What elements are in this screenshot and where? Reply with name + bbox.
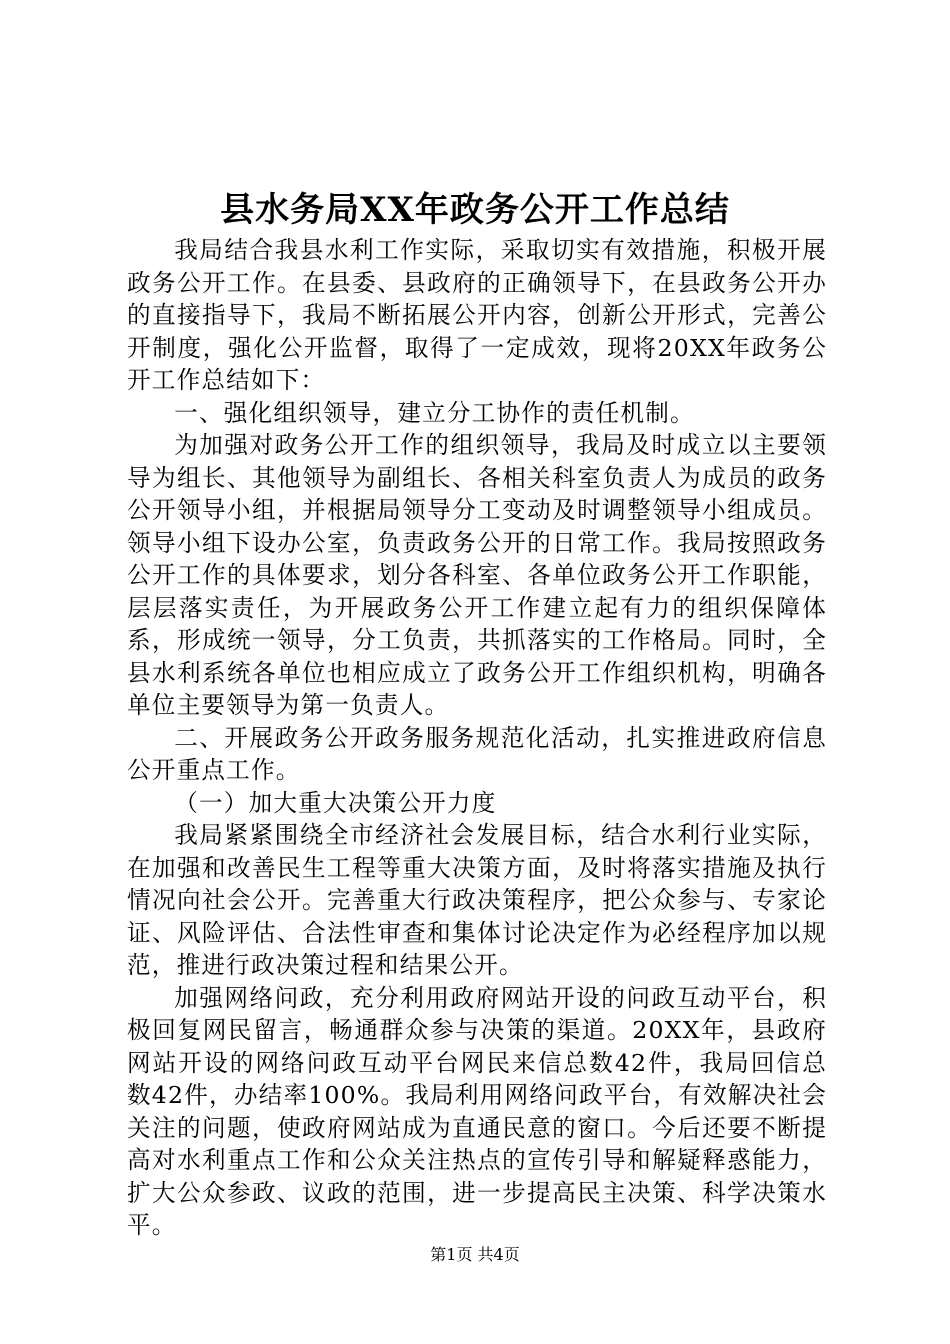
subsection-heading-1: （一）加大重大决策公开力度 (174, 788, 497, 817)
document-title: 县水务局XX年政务公开工作总结 (220, 190, 730, 230)
network-inquiry-paragraph: 加强网络问政，充分利用政府网站开设的问政互动平台，积极回复网民留言，畅通群众参与决策的渠道。20XX年，县政府网站开设的网络问政互动平台网民来信总数42件，我局回信总数42件，办结率100%。我局利用网络问政平台，有效解决社会关注的问题，使政府网站成为直通民意的窗口。今后还要不断提高对水利重点工作和公众关注热点的宣传引导和解疑释惑能力，扩大公众参政、议政的范围，进一步提高民主决策、科学决策水平。 (127, 983, 827, 1239)
section-heading-1: 一、强化组织领导，建立分工协作的责任机制。 (174, 398, 695, 427)
document-body (127, 234, 827, 1242)
section-heading-2: 二、开展政务公开政务服务规范化活动，扎实推进政府信息公开重点工作。 (127, 723, 827, 784)
subsection-1-paragraph: 我局紧紧围绕全市经济社会发展目标，结合水利行业实际，在加强和改善民生工程等重大决策方面，及时将落实措施及执行情况向社会公开。完善重大行政决策程序，把公众参与、专家论证、风险评估、合法性审查和集体讨论决定作为必经程序加以规范，推进行政决策过程和结果公开。 (127, 821, 827, 979)
page-footer: 第1页 共4页 (430, 1245, 520, 1264)
intro-paragraph: 我局结合我县水利工作实际，采取切实有效措施，积极开展政务公开工作。在县委、县政府的正确领导下，在县政务公开办的直接指导下，我局不断拓展公开内容，创新公开形式，完善公开制度，强化公开监督，取得了一定成效，现将20XX年政务公开工作总结如下： (127, 236, 827, 394)
section-1-paragraph: 为加强对政务公开工作的组织领导，我局及时成立以主要领导为组长、其他领导为副组长、各相关科室负责人为成员的政务公开领导小组，并根据局领导分工变动及时调整领导小组成员。领导小组下设办公室，负责政务公开的日常工作。我局按照政务公开工作的具体要求，划分各科室、各单位政务公开工作职能，层层落实责任，为开展政务公开工作建立起有力的组织保障体系，形成统一领导，分工负责，共抓落实的工作格局。同时，全县水利系统各单位也相应成立了政务公开工作组织机构，明确各单位主要领导为第一负责人。 (127, 431, 827, 719)
